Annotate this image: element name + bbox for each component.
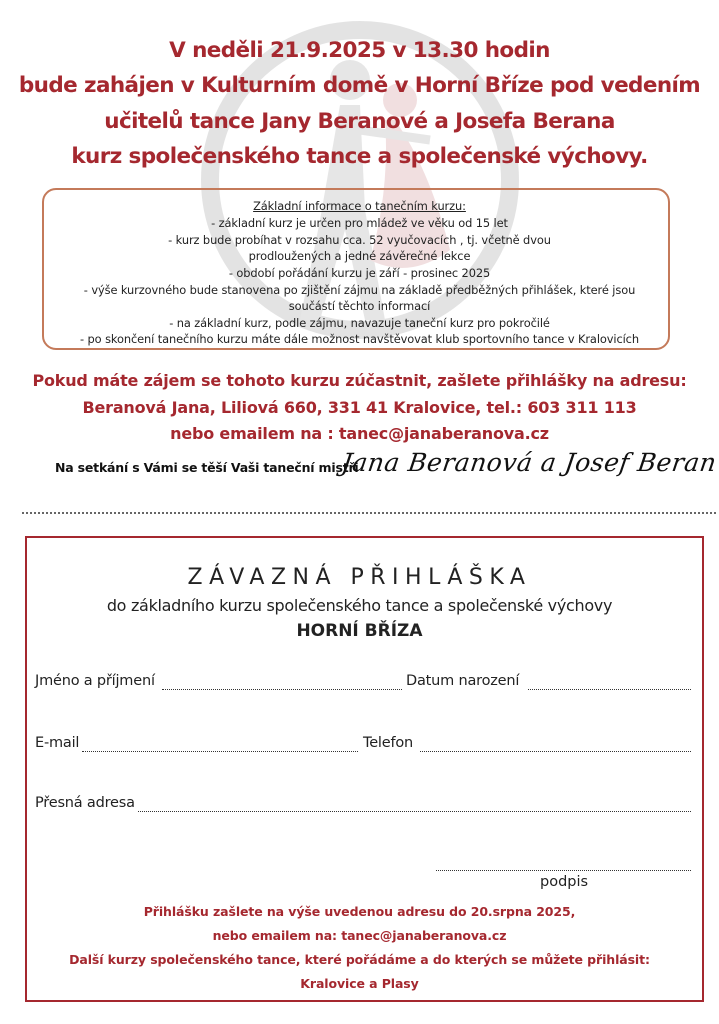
signature-label: podpis — [540, 874, 589, 890]
form-place: HORNÍ BŘÍZA — [296, 621, 423, 641]
birth-date-field[interactable] — [528, 689, 691, 690]
email-field[interactable] — [82, 751, 358, 752]
info-line: - období pořádání kurzu je září - prosinec 2025 — [228, 266, 491, 280]
form-subtitle: do základního kurzu společenského tance a společenské výchovy — [106, 596, 613, 615]
form-footer-line: nebo emailem na: tanec@janaberanova.cz — [212, 928, 507, 943]
address-label: Přesná adresa — [35, 795, 135, 811]
headline-course: kurz společenského tance a společenské výchovy. — [71, 144, 648, 169]
name-label: Jméno a příjmení — [35, 673, 155, 689]
info-title: Základní informace o tanečním kurzu: — [253, 199, 466, 213]
info-line: - na základní kurz, podle zájmu, navazuje taneční kurz pro pokročilé — [169, 316, 550, 330]
info-line: prodloužených a jedné závěrečné lekce — [248, 249, 471, 263]
headline-teachers: učitelů tance Jany Beranové a Josefa Berana — [104, 109, 615, 134]
contact-email: nebo emailem na : tanec@janaberanova.cz — [170, 424, 549, 443]
headline-date: V neděli 21.9.2025 v 13.30 hodin — [169, 38, 550, 63]
birth-date-label: Datum narození — [406, 673, 520, 689]
form-footer-line: Další kurzy společenského tance, které pořádáme a do kterých se můžete přihlásit: — [69, 952, 650, 967]
headline-venue: bude zahájen v Kulturním domě v Horní Bříze pod vedením — [18, 73, 701, 98]
teachers-signature: Jana Beranová a Josef Beran — [339, 448, 719, 477]
info-line: - základní kurz je určen pro mládež ve věku od 15 let — [211, 216, 508, 230]
name-field[interactable] — [162, 689, 402, 690]
email-label: E-mail — [35, 735, 80, 751]
info-line: - kurz bude probíhat v rozsahu cca. 52 vyučovacích , tj. včetně dvou — [168, 233, 551, 247]
info-line: součástí těchto informací — [288, 299, 431, 313]
address-field[interactable] — [138, 811, 691, 812]
phone-label: Telefon — [363, 735, 414, 751]
form-footer-line: Kralovice a Plasy — [300, 976, 419, 991]
contact-intro: Pokud máte zájem se tohoto kurzu zúčastnit, zašlete přihlášky na adresu: — [32, 371, 687, 390]
info-line: - po skončení tanečního kurzu máte dále možnost navštěvovat klub sportovního tance v Kralovicích — [80, 332, 639, 346]
phone-field[interactable] — [420, 751, 691, 752]
greeting-text: Na setkání s Vámi se těší Vaši taneční mistři — [55, 460, 359, 475]
signature-field[interactable] — [436, 870, 691, 871]
cut-line — [22, 512, 716, 514]
contact-address: Beranová Jana, Liliová 660, 331 41 Kralovice, tel.: 603 311 113 — [82, 398, 637, 417]
form-title: ZÁVAZNÁ PŘIHLÁŠKA — [187, 565, 532, 590]
form-footer-line: Přihlášku zašlete na výše uvedenou adresu do 20.srpna 2025, — [143, 904, 576, 919]
info-line: - výše kurzovného bude stanovena po zjištění zájmu na základě předběžných přihlášek, které jsou — [83, 283, 636, 297]
